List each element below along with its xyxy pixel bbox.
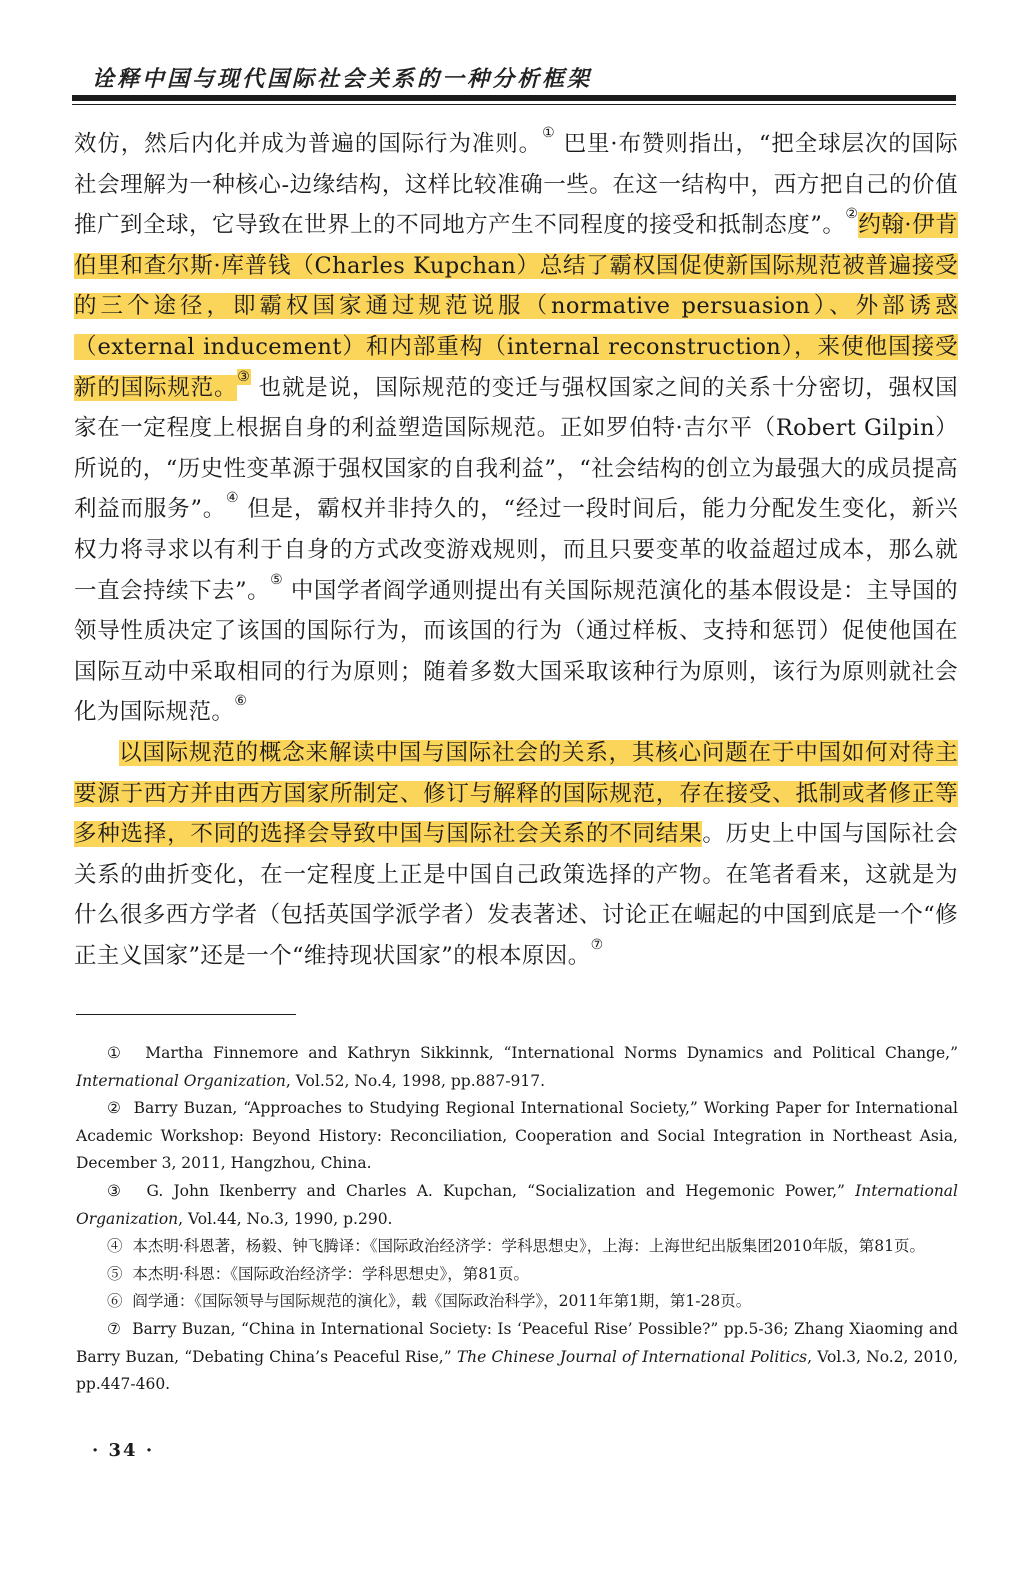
footnote-journal: International Organization — [76, 1181, 958, 1228]
footnote-text: 本杰明·科恩：《国际政治经济学：学科思想史》，第81页。 — [132, 1264, 530, 1283]
footnote-text: Barry Buzan, “Approaches to Studying Regional International Society,” Working Paper for International Academic Workshop: Beyond History: Reconciliation, Cooperation and Social Integration in Northeast Asia, December 3, 2011, Hangzhou, China. — [76, 1099, 959, 1173]
p2-sentence-1: 。历史上中国与国际社会关系的曲折变化，在一定程度上正是中国自己政策选择的产物。在笔者看来，这就是为什么很多西方学者（包括英国学派学者）发表著述、讨论正在崛起的中国到底是一个“修正主义国家”还是一个“维持现状国家”的根本原因。 — [74, 821, 958, 969]
footnote-text: Barry Buzan, “China in International Society: Is ‘Peaceful Rise’ Possible?” pp.5-36; Zhang Xiaoming and Barry Buzan, “Debating China’s Peaceful Rise,” — [76, 1319, 959, 1366]
footnote-ref-7: ⑦ — [590, 936, 604, 953]
header-rule-thick — [72, 95, 956, 101]
body-text — [74, 124, 958, 976]
footnote-3 — [76, 1178, 958, 1233]
p1-sentence-1: 效仿，然后内化并成为普遍的国际行为准则。 — [74, 131, 543, 157]
footnote-text: 本杰明·科恩著，杨毅、钟飞腾译：《国际政治经济学：学科思想史》，上海：上海世纪出版集团2010年版，第81页。 — [132, 1237, 925, 1256]
page-number: · 34 · — [92, 1440, 155, 1461]
footnote-4 — [76, 1233, 958, 1261]
footnote-ref-1: ① — [542, 125, 556, 141]
footnote-ref-3: ③ — [237, 368, 251, 385]
footnote-mark: ⑥ — [107, 1292, 123, 1311]
footnote-2 — [76, 1095, 958, 1178]
paragraph-2 — [74, 733, 958, 977]
p1-highlighted-passage: 约翰·伊肯伯里和查尔斯·库普钱（Charles Kupchan）总结了霸权国促使新国际规范被普遍接受的三个途径，即霸权国家通过规范说服（normative persuasion）、外部诱惑（external inducement）和内部重构（internal reconstruction），来使他国接受新的国际规范。 — [74, 212, 958, 401]
footnote-separator — [76, 1014, 296, 1015]
header-rule-thin — [72, 104, 956, 105]
footnote-1 — [76, 1040, 958, 1095]
p1-sentence-2: 巴里·布赞则指出，“把全球层次的国际社会理解为一种核心-边缘结构，这样比较准确一些。在这一结构中，西方把自己的价值推广到全球，它导致在世界上的不同地方产生不同程度的接受和抵制态度”。 — [74, 131, 958, 239]
footnote-tail: , Vol.3, No.2, 2010, pp.447-460. — [76, 1347, 959, 1394]
footnote-ref-6: ⑥ — [234, 693, 248, 710]
footnote-mark: ④ — [107, 1237, 123, 1256]
footnote-tail: , Vol.52, No.4, 1998, pp.887-917. — [285, 1071, 545, 1090]
footnote-mark: ⑦ — [107, 1319, 122, 1338]
footnote-mark: ⑤ — [107, 1264, 123, 1283]
p1-sentence-5: 中国学者阎学通则提出有关国际规范演化的基本假设是：主导国的领导性质决定了该国的国际行为，而该国的行为（通过样板、支持和惩罚）促使他国在国际互动中采取相同的行为原则；随着多数大国采取该种行为原则，该行为原则就社会化为国际规范。 — [74, 577, 958, 726]
footnote-mark: ② — [107, 1099, 122, 1118]
paragraph-1 — [74, 124, 958, 733]
footnote-6 — [76, 1288, 958, 1316]
footnote-mark: ① — [107, 1044, 126, 1062]
footnote-tail: , Vol.44, No.3, 1990, p.290. — [178, 1209, 393, 1228]
footnote-text: Martha Finnemore and Kathryn Sikkinnk, “International Norms Dynamics and Political Change,” — [145, 1044, 959, 1062]
footnote-ref-4: ④ — [226, 490, 240, 507]
footnote-ref-5: ⑤ — [270, 571, 284, 588]
p2-highlighted-passage: 以国际规范的概念来解读中国与国际社会的关系，其核心问题在于中国如何对待主要源于西方并由西方国家所制定、修订与解释的国际规范，存在接受、抵制或者修正等多种选择，不同的选择会导致中国与国际社会关系的不同结果 — [74, 739, 958, 848]
footnote-mark: ③ — [107, 1181, 127, 1200]
running-header-title: 诠释中国与现代国际社会关系的一种分析框架 — [92, 66, 593, 92]
p1-sentence-3: 也就是说，国际规范的变迁与强权国家之间的关系十分密切，强权国家在一定程度上根据自身的利益塑造国际规范。正如罗伯特·吉尔平（Robert Gilpin）所说的，“历史性变革源于强权国家的自我利益”，“社会结构的创立为最强大的成员提高利益而服务”。 — [74, 374, 958, 523]
footnote-ref-2: ② — [845, 206, 859, 223]
footnote-journal: International Organization — [76, 1071, 286, 1090]
footnote-journal: The Chinese Journal of International Politics — [456, 1347, 808, 1366]
footnote-text: 阎学通：《国际领导与国际规范的演化》，载《国际政治科学》，2011年第1期，第1-28页。 — [132, 1292, 752, 1311]
footnotes — [76, 1040, 958, 1399]
footnote-text: G. John Ikenberry and Charles A. Kupchan, “Socialization and Hegemonic Power,” — [146, 1181, 856, 1200]
footnote-5 — [76, 1261, 958, 1289]
footnote-7 — [76, 1316, 958, 1399]
p1-sentence-4: 但是，霸权并非持久的，“经过一段时间后，能力分配发生变化，新兴权力将寻求以有利于自身的方式改变游戏规则，而且只要变革的收益超过成本，那么就一直会持续下去”。 — [74, 496, 958, 604]
